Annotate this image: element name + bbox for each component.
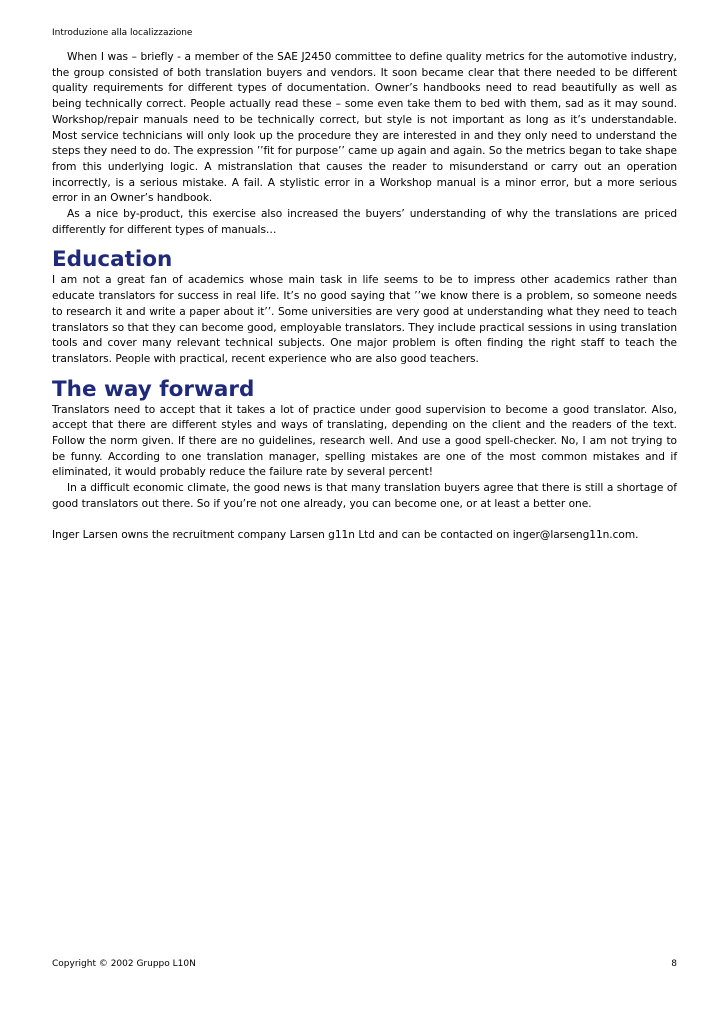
intro-paragraph-2: As a nice by-product, this exercise also increased the buyers’ understanding of why the translations are priced differently for different types of manuals… (52, 208, 677, 236)
education-paragraph: I am not a great fan of academics whose main task in life seems to be to impress other academics rather than educate translators for success in real life. It’s no good saying that ’’we know there is a problem, so someone needs to research it and write a paper about it’’. Some universities are very good at understanding what they need to teach translators so that they can become good, employable translators. They include practical sessions in using translation tools and cover many relevant technical subjects. One major problem is often finding the right staff to teach the translators. People with practical, recent experience who are also good teachers. (52, 274, 677, 365)
copyright-notice: Copyright © 2002 Gruppo L10N (52, 959, 196, 969)
author-note: Inger Larsen owns the recruitment company Larsen g11n Ltd and can be contacted on inger@larseng11n.com. (52, 529, 639, 542)
way-forward-paragraph-1: Translators need to accept that it takes a lot of practice under good supervision to become a good translator. Also, accept that there are different styles and ways of translating, depending on the client and the readers of the text. Follow the norm given. If there are no guidelines, research well. And use a good spell-checker. No, I am not trying to be funny. According to one translation manager, spelling mistakes are one of the most common mistakes and if eliminated, it would probably reduce the failure rate by several percent! (52, 403, 677, 479)
running-header: Introduzione alla localizzazione (52, 28, 193, 38)
paragraph-spacer (52, 513, 677, 529)
intro-paragraph-1: When I was – briefly - a member of the SAE J2450 committee to define quality metrics for the automotive industry, the group consisted of both translation buyers and vendors. It soon became clear that there needed to be different quality requirements for different types of documentation. Owner’s handbooks need to read beautifully as well as being technically correct. People actually read these – some even take them to bed with them, sad as it may sound. Workshop/repair manuals need to be technically correct, but style is not important as long as it’s understandable. Most service technicians will only look up the procedure they are interested in and they only need to understand the steps they need to do. The expression ’’fit for purpose’’ came up again and again. So the metrics began to take shape from this underlying logic. A mistranslation that causes the reader to misunderstand or carry out an operation incorrectly, is a serious mistake. A fail. A stylistic error in a Workshop manual is a minor error, but a more serious error in an Owner’s handbook. (52, 51, 677, 205)
page-number: 8 (671, 959, 677, 969)
way-forward-heading: The way forward (52, 376, 255, 402)
education-heading: Education (52, 247, 173, 273)
article-body (52, 50, 677, 544)
way-forward-paragraph-2: In a difficult economic climate, the good news is that many translation buyers agree that there is still a shortage of good translators out there. So if you’re not one already, you can become one, or at least a better one. (52, 482, 677, 510)
document-page (52, 0, 677, 1031)
